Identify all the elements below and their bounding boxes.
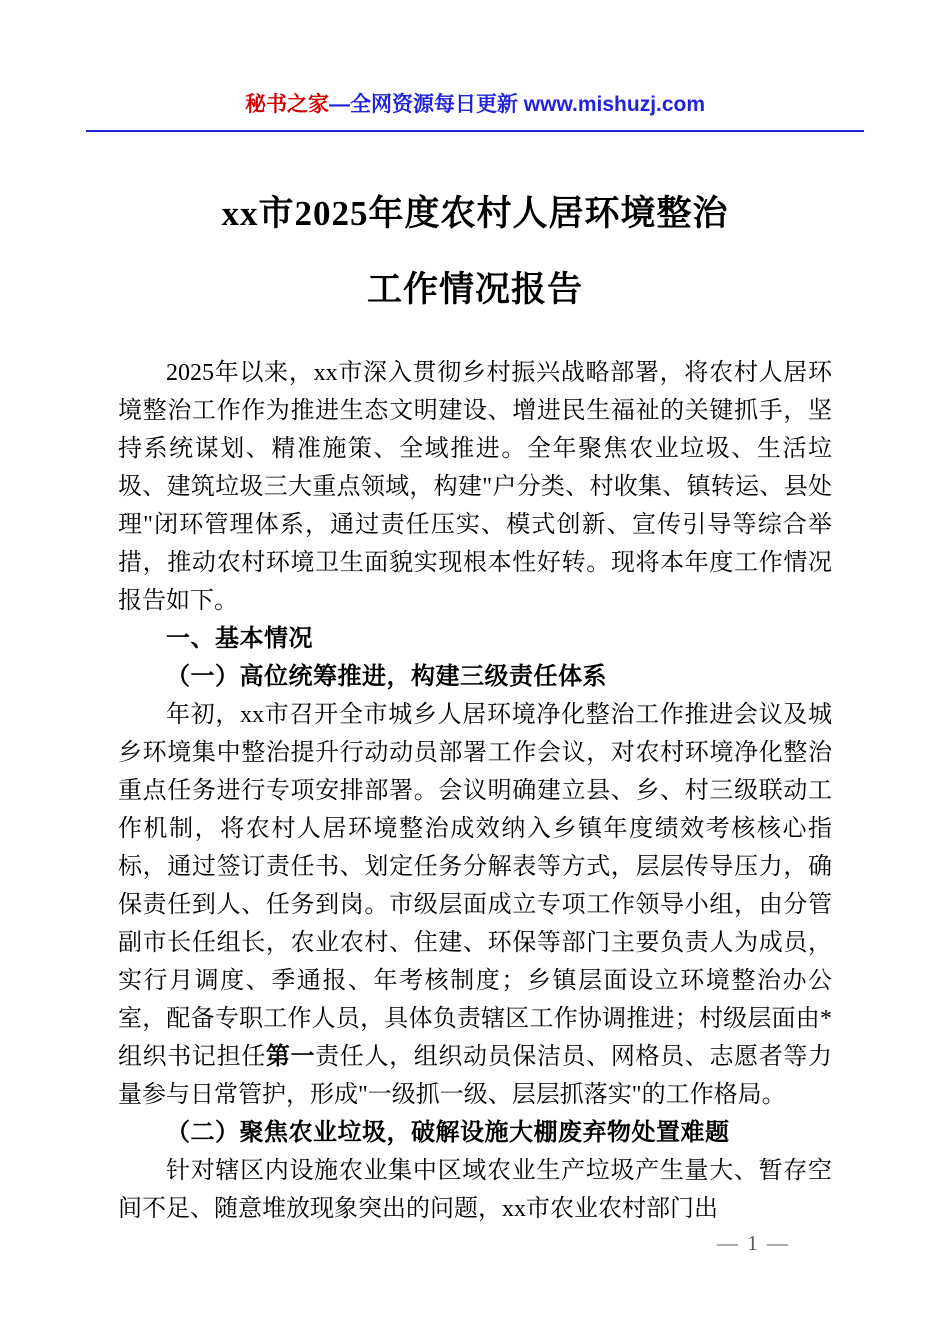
header-divider: [86, 130, 864, 132]
site-tagline: —全网资源每日更新: [328, 93, 524, 116]
document-title: [118, 176, 832, 328]
text-segment: （一）高位统筹推进，构建三级责任体系: [166, 663, 607, 690]
document-title-line1: xx市2025年度农村人居环境整治: [221, 194, 729, 233]
section-heading: [118, 658, 832, 696]
text-segment: 第一: [265, 1044, 316, 1070]
document-title-line2: 工作情况报告: [366, 270, 583, 309]
page-number: — 1 —: [717, 1231, 790, 1255]
paragraph: [118, 1152, 832, 1228]
section-heading: [118, 1114, 832, 1152]
text-segment: 年初，xx市召开全市城乡人居环境净化整治工作推进会议及城乡环境集中整治提升行动动员部署工作会议，对农村环境净化整治重点任务进行专项安排部署。会议明确建立县、乡、村三级联动工作机制，将农村人居环境整治成效纳入乡镇年度绩效考核核心指标，通过签订责任书、划定任务分解表等方式，层层传导压力，确保责任到人、任务到岗。市级层面成立专项工作领导小组，由分管副市长任组长，农业农村、住建、环保等部门主要负责人为成员，实行月调度、季通报、年考核制度；乡镇层面设立环境整治办公室，配备专职工作人员，具体负责辖区工作协调推进；村级层面由*组织书记担任: [118, 702, 832, 1070]
document-body: [118, 354, 832, 1228]
site-url-link[interactable]: www.mishuzj.com: [523, 93, 706, 116]
paragraph: [118, 354, 832, 620]
site-header: [118, 88, 832, 118]
paragraph: [118, 696, 832, 1114]
text-segment: （二）聚焦农业垃圾，破解设施大棚废弃物处置难题: [166, 1119, 730, 1146]
site-brand: 秘书之家: [244, 93, 329, 116]
text-segment: 责任人，组织动员保洁员、网格员、志愿者等力量参与日常管护，形成"一级抓一级、层层抓落实"的工作格局。: [118, 1044, 833, 1108]
section-heading: [118, 620, 832, 658]
text-segment: 2025年以来，xx市深入贯彻乡村振兴战略部署，将农村人居环境整治工作作为推进生态文明建设、增进民生福祉的关键抓手，坚持系统谋划、精准施策、全域推进。全年聚焦农业垃圾、生活垃圾、建筑垃圾三大重点领域，构建"户分类、村收集、镇转运、县处理"闭环管理体系，通过责任压实、模式创新、宣传引导等综合举措，推动农村环境卫生面貌实现根本性好转。现将本年度工作情况报告如下。: [118, 360, 832, 614]
text-segment: 针对辖区内设施农业集中区域农业生产垃圾产生量大、暂存空间不足、随意堆放现象突出的问题，xx市农业农村部门出: [118, 1158, 832, 1222]
text-segment: 一、基本情况: [166, 625, 313, 652]
